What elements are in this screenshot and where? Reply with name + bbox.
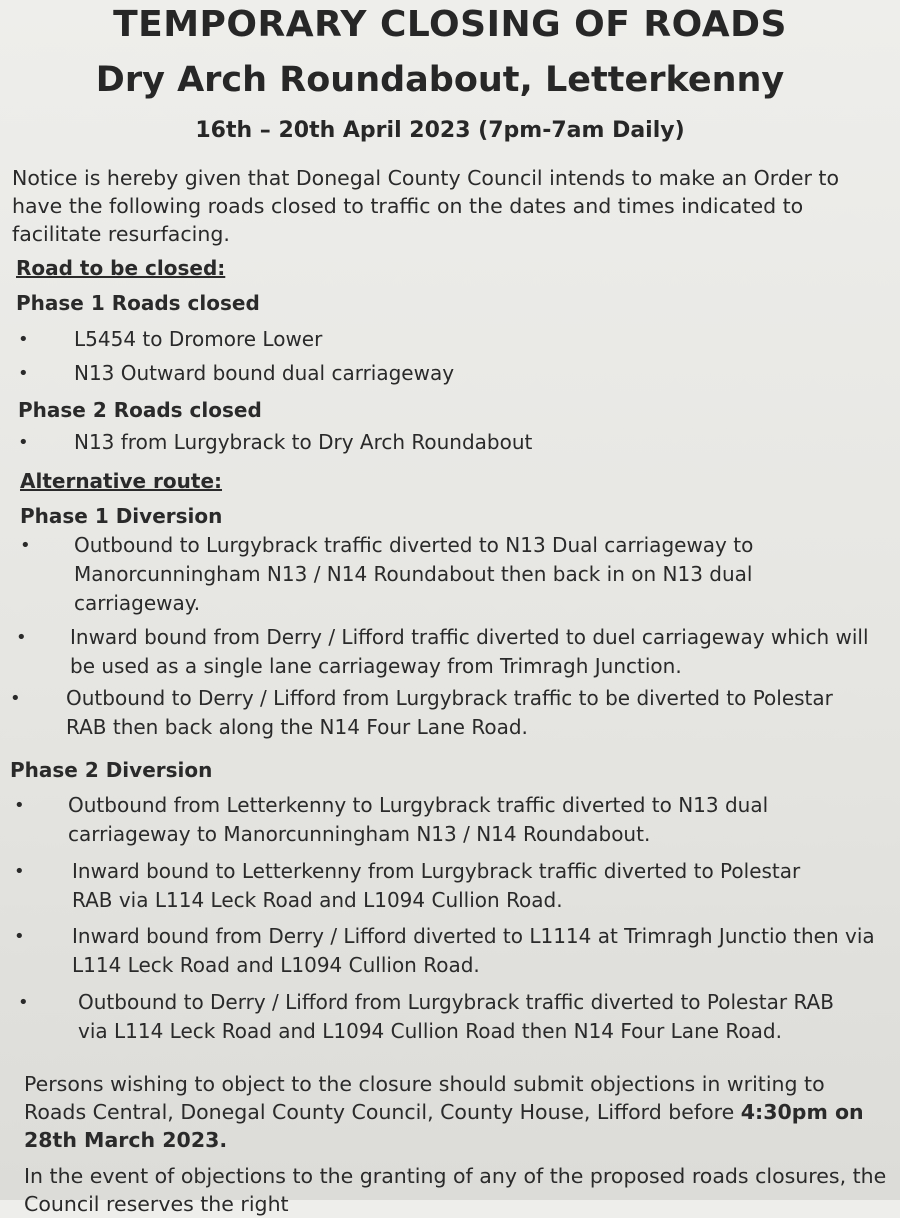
bullet-icon: • bbox=[18, 329, 29, 350]
objection-deadline: 4:30pm on 28th March 2023. bbox=[24, 1100, 864, 1152]
intro-paragraph: Notice is hereby given that Donegal County Council intends to make an Order to have the following roads closed to traffic on the dates and times indicated to facilitate resurfacing. bbox=[12, 166, 839, 246]
bullet-icon: • bbox=[16, 627, 27, 648]
bullet-icon: • bbox=[18, 992, 29, 1013]
list-item-text: N13 Outward bound dual carriageway bbox=[74, 361, 455, 385]
bullet-icon: • bbox=[10, 688, 21, 709]
list-item-text: N13 from Lurgybrack to Dry Arch Roundabout bbox=[74, 430, 533, 454]
notice-title: TEMPORARY CLOSING OF ROADS bbox=[113, 4, 787, 45]
notice-subtitle: Dry Arch Roundabout, Letterkenny bbox=[95, 60, 785, 100]
bullet-icon: • bbox=[20, 535, 31, 556]
alternative-route-heading: Alternative route: bbox=[20, 469, 223, 493]
list-item-text: Outbound from Letterkenny to Lurgybrack traffic diverted to N13 dual carriageway to Manorcunningham N13 / N14 Roundabout. bbox=[68, 793, 769, 846]
phase2-diversion-heading: Phase 2 Diversion bbox=[10, 758, 213, 782]
list-item-text: Inward bound from Derry / Lifford traffic diverted to duel carriageway which will be used as a single lane carriageway from Trimragh Junction. bbox=[70, 625, 869, 678]
objection-text: Persons wishing to object to the closure should submit objections in writing to Roads Central, Donegal County Council, County House, Lifford before bbox=[24, 1072, 825, 1124]
list-item-text: Inward bound from Derry / Lifford diverted to L1114 at Trimragh Junctio then via L114 Leck Road and L1094 Cullion Road. bbox=[72, 924, 875, 977]
closure-dates: 16th – 20th April 2023 (7pm-7am Daily) bbox=[195, 118, 685, 143]
bullet-icon: • bbox=[14, 795, 25, 816]
list-item-text: L5454 to Dromore Lower bbox=[74, 327, 323, 351]
phase1-roads-heading: Phase 1 Roads closed bbox=[16, 291, 260, 315]
bullet-icon: • bbox=[14, 926, 25, 947]
bullet-icon: • bbox=[14, 861, 25, 882]
final-paragraph: In the event of objections to the granting of any of the proposed roads closures, the Council reserves the right bbox=[24, 1164, 887, 1216]
road-closed-heading: Road to be closed: bbox=[16, 256, 226, 280]
list-item-text: Outbound to Derry / Lifford from Lurgybrack traffic diverted to Polestar RAB via L114 Leck Road and L1094 Cullion Road then N14 Four Lane Road. bbox=[78, 990, 834, 1043]
bullet-icon: • bbox=[18, 363, 29, 384]
list-item-text: Inward bound to Letterkenny from Lurgybrack traffic diverted to Polestar RAB via L114 Leck Road and L1094 Cullion Road. bbox=[72, 859, 801, 912]
bullet-icon: • bbox=[18, 432, 29, 453]
list-item-text: Outbound to Lurgybrack traffic diverted to N13 Dual carriageway to Manorcunningham N13 / N14 Roundabout then back in on N13 dual carriageway. bbox=[74, 533, 754, 615]
list-item-text: Outbound to Derry / Lifford from Lurgybrack traffic to be diverted to Polestar RAB then back along the N14 Four Lane Road. bbox=[66, 686, 833, 739]
phase1-diversion-heading: Phase 1 Diversion bbox=[20, 504, 223, 528]
phase2-roads-heading: Phase 2 Roads closed bbox=[18, 398, 262, 422]
objection-paragraph bbox=[24, 1070, 892, 1154]
